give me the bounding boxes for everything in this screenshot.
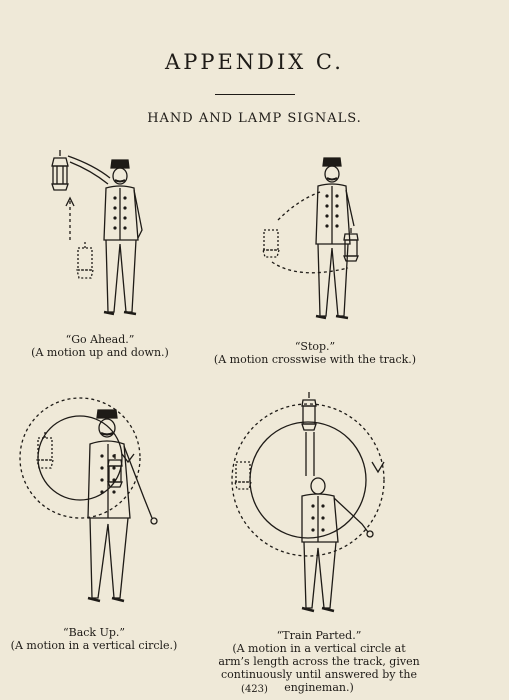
signal-name: “Back Up.” [62,626,126,639]
back-up-caption [4,626,184,652]
back-up-illustration [18,388,168,618]
go-ahead-illustration [40,140,160,325]
page-number: (423) [241,684,268,695]
signal-description-line-1: (A motion in a vertical circle at [232,642,406,655]
train-parted-illustration [222,392,392,622]
raised-lantern-icon [302,392,316,430]
go-ahead-caption [20,333,180,359]
signal-description: (A motion in a vertical circle.) [10,639,178,652]
page-title: APPENDIX C. [165,50,344,74]
raised-lantern-icon [52,150,68,190]
signal-name: “Stop.” [294,340,336,353]
title-rule [215,94,295,95]
stop-caption [200,340,430,366]
signal-name: “Train Parted.” [276,629,362,642]
signal-description-line-4: engineman.) [284,681,354,694]
signal-description-line-3: continuously until answered by the [221,668,417,681]
page-subtitle: HAND AND LAMP SIGNALS. [147,111,362,126]
signal-description: (A motion crosswise with the track.) [213,353,417,366]
signal-name: “Go Ahead.” [65,333,135,346]
signal-description-line-2: arm’s length across the track, given [218,655,420,668]
stop-illustration [258,140,378,325]
signal-description: (A motion up and down.) [31,346,169,359]
